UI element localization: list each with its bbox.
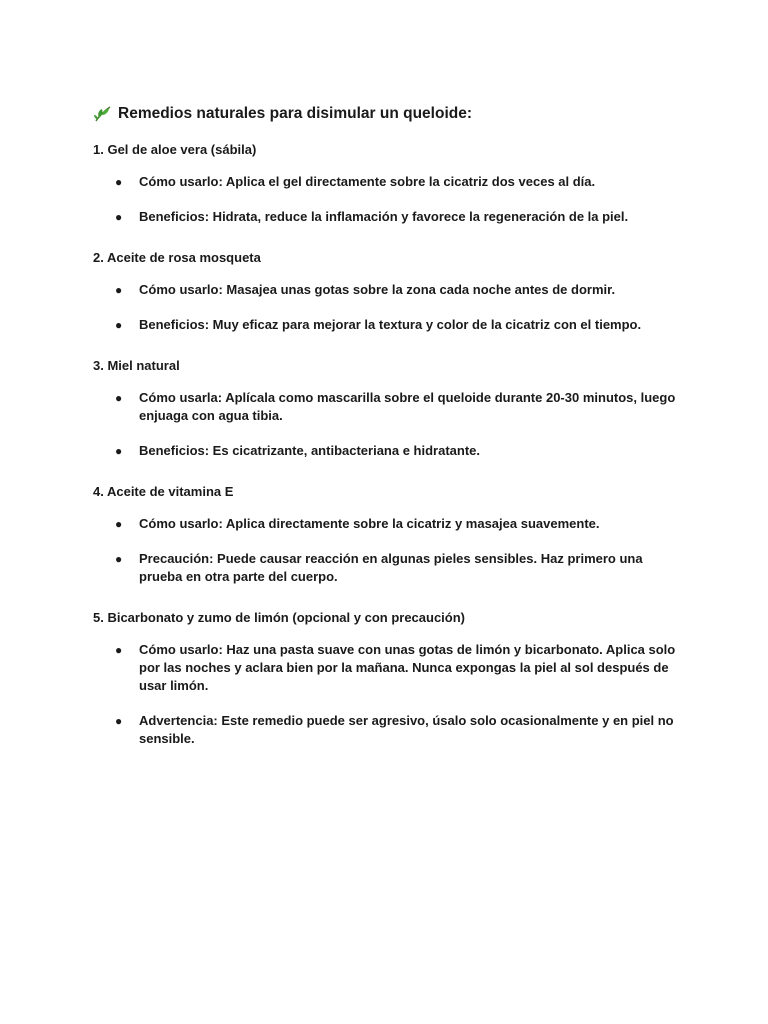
remedy-heading: 4. Aceite de vitamina E — [93, 484, 234, 499]
list-item — [93, 173, 684, 191]
list-item-text: Cómo usarlo: Aplica el gel directamente sobre la cicatriz dos veces al día. — [139, 174, 596, 189]
sections-container — [93, 141, 693, 748]
remedy-section — [93, 357, 693, 460]
document-title — [93, 103, 693, 125]
remedy-list — [93, 515, 693, 586]
list-item — [93, 641, 684, 695]
list-item-text: Cómo usarlo: Masajea unas gotas sobre la zona cada noche antes de dormir. — [139, 282, 616, 297]
list-item-text: Beneficios: Hidrata, reduce la inflamación y favorece la regeneración de la piel. — [139, 209, 629, 224]
document-page — [93, 103, 693, 771]
remedy-heading: 5. Bicarbonato y zumo de limón (opcional y con precaución) — [93, 610, 465, 625]
bullet-icon: ● — [115, 444, 123, 458]
list-item — [93, 208, 684, 226]
list-item-text: Cómo usarlo: Aplica directamente sobre la cicatriz y masajea suavemente. — [139, 516, 600, 531]
remedy-heading: 3. Miel natural — [93, 358, 180, 373]
list-item-text: Cómo usarla: Aplícala como mascarilla sobre el queloide durante 20-30 minutos, luego enjuaga con agua tibia. — [139, 390, 676, 423]
herb-leaf-icon — [93, 104, 113, 124]
remedy-list — [93, 173, 693, 226]
list-item — [93, 712, 684, 748]
bullet-icon: ● — [115, 391, 123, 405]
remedy-section — [93, 483, 693, 586]
document-title-text: Remedios naturales para disimular un queloide: — [118, 105, 473, 122]
bullet-icon: ● — [115, 517, 123, 531]
remedy-list — [93, 389, 693, 460]
remedy-section — [93, 609, 693, 748]
list-item-text: Advertencia: Este remedio puede ser agresivo, úsalo solo ocasionalmente y en piel no sensible. — [139, 713, 674, 746]
remedy-heading: 2. Aceite de rosa mosqueta — [93, 250, 261, 265]
bullet-icon: ● — [115, 210, 123, 224]
list-item — [93, 515, 684, 533]
bullet-icon: ● — [115, 714, 123, 728]
list-item-text: Precaución: Puede causar reacción en algunas pieles sensibles. Haz primero una prueba en otra parte del cuerpo. — [139, 551, 643, 584]
bullet-icon: ● — [115, 283, 123, 297]
remedy-heading: 1. Gel de aloe vera (sábila) — [93, 142, 257, 157]
list-item — [93, 550, 684, 586]
list-item-text: Cómo usarlo: Haz una pasta suave con unas gotas de limón y bicarbonato. Aplica solo por las noches y aclara bien por la mañana. Nunca expongas la piel al sol después de usar limón. — [139, 642, 676, 693]
bullet-icon: ● — [115, 643, 123, 657]
list-item-text: Beneficios: Muy eficaz para mejorar la textura y color de la cicatriz con el tiempo. — [139, 317, 642, 332]
list-item — [93, 316, 684, 334]
list-item-text: Beneficios: Es cicatrizante, antibacteriana e hidratante. — [139, 443, 481, 458]
list-item — [93, 389, 684, 425]
bullet-icon: ● — [115, 318, 123, 332]
bullet-icon: ● — [115, 175, 123, 189]
remedy-list — [93, 281, 693, 334]
bullet-icon: ● — [115, 552, 123, 566]
list-item — [93, 442, 684, 460]
remedy-section — [93, 249, 693, 334]
remedy-list — [93, 641, 693, 748]
list-item — [93, 281, 684, 299]
remedy-section — [93, 141, 693, 226]
